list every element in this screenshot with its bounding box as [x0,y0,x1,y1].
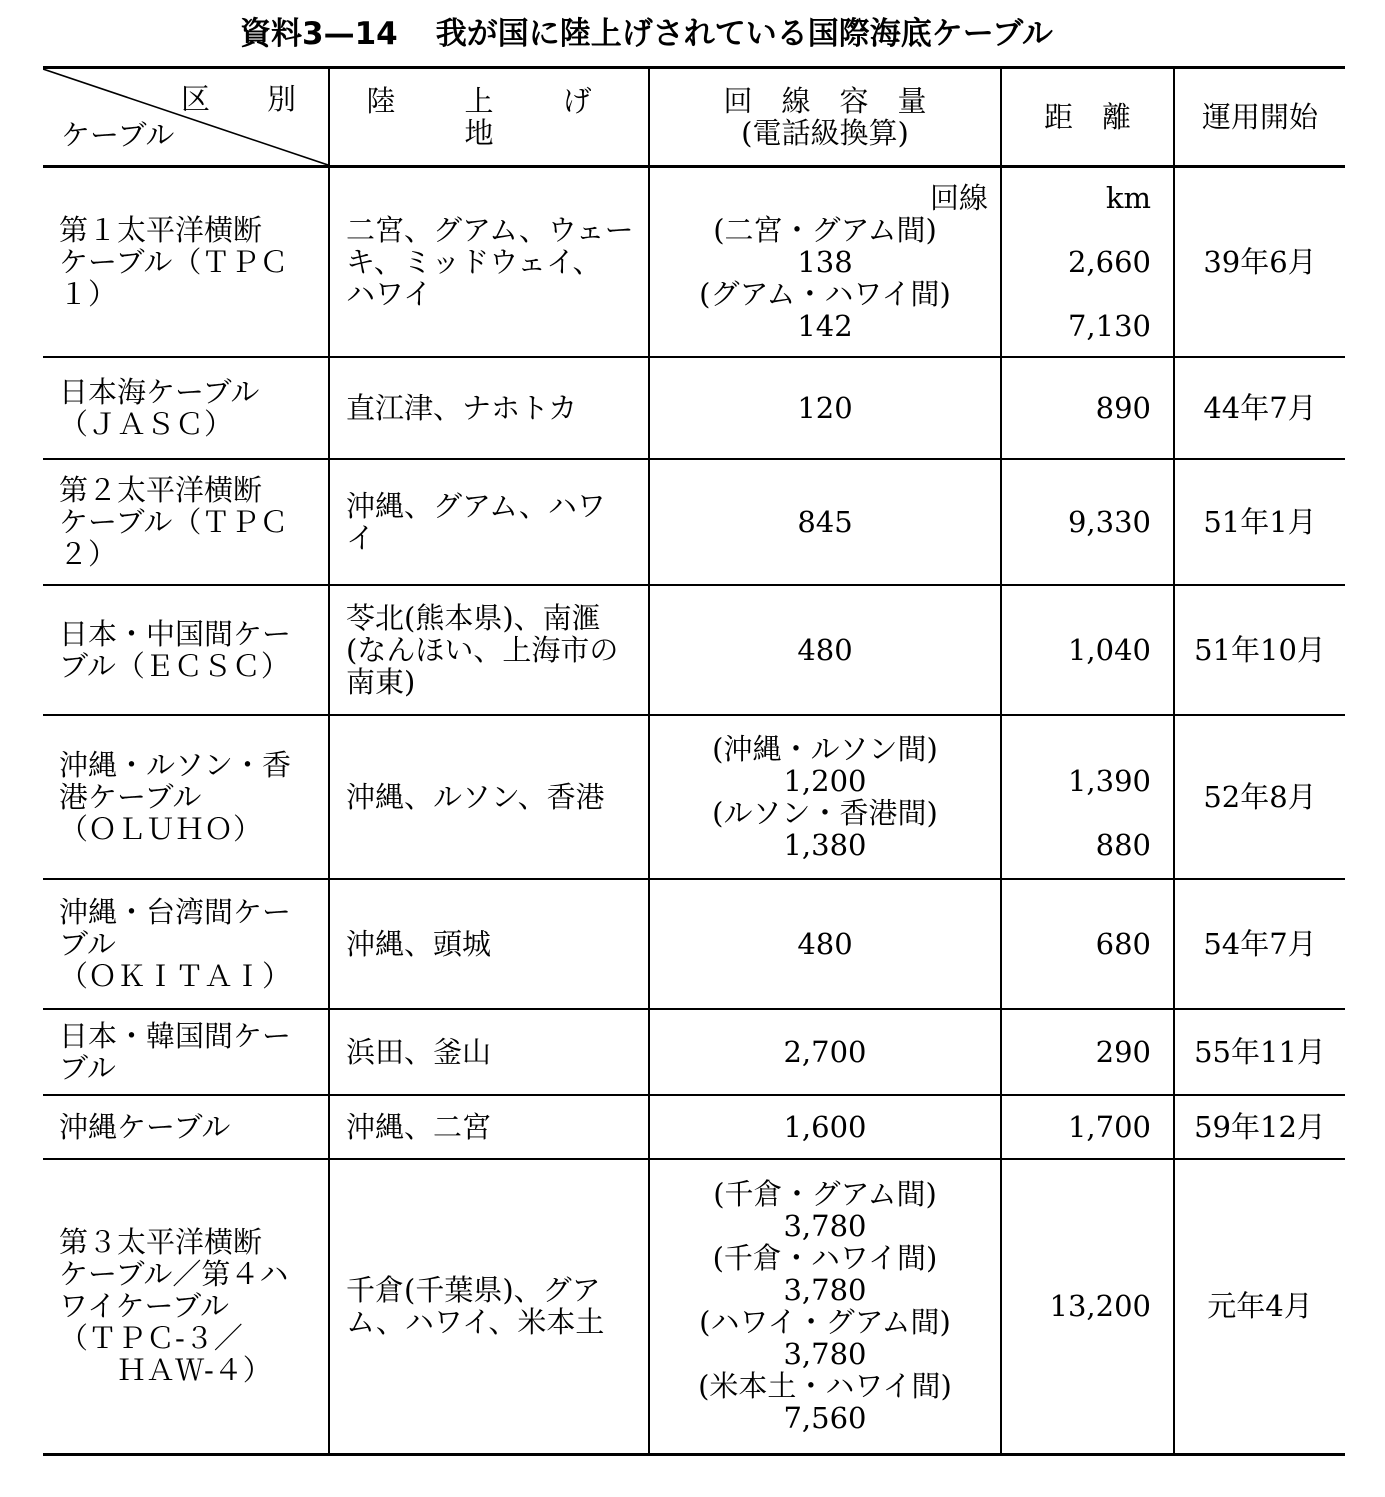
capacity-line: 2,700 [783,1034,867,1069]
table-row [43,459,1345,585]
capacity-cell [649,357,1001,459]
cable-name-cell [43,585,329,715]
capacity-unit: 回線 [929,180,988,215]
distance-line: 1,390 [1067,763,1151,798]
capacity-cell [649,1095,1001,1159]
cable-name-line: 沖縄ケーブル [59,1109,231,1144]
landing-cell [329,585,649,715]
distance-line: 13,200 [1049,1289,1151,1324]
capacity-cell [649,585,1001,715]
cable-name-line: １） [59,276,118,311]
cable-name-line: 第１太平洋横断 [59,212,263,247]
distance-line: 2,660 [1067,244,1151,279]
landing-cell [329,1159,649,1455]
capacity-line: (千倉・ハワイ間) [712,1241,938,1276]
distance-cell [1001,357,1174,459]
distance-cell [1001,1095,1174,1159]
capacity-line: (沖縄・ルソン間) [712,731,938,766]
cable-name-line: （ＯＬＵＨＯ） [59,811,263,846]
cable-name-line: 沖縄・ルソン・香 [59,747,292,782]
start-cell: 51年1月 [1174,459,1345,585]
landing-cell [329,1009,649,1095]
landing-cell [329,167,649,357]
header-diagonal-cell [43,68,329,167]
landing-line: ム、ハワイ、米本土 [346,1305,605,1340]
landing-cell [329,715,649,879]
capacity-line: 7,560 [783,1401,867,1436]
cable-name-line: 日本・韓国間ケー [59,1018,292,1053]
distance-unit: km [1105,180,1151,215]
capacity-line: 1,600 [783,1109,867,1144]
distance-cell [1001,715,1174,879]
capacity-line: 142 [797,308,853,343]
capacity-cell [649,879,1001,1009]
distance-cell [1001,585,1174,715]
table-row [43,879,1345,1009]
landing-cell [329,879,649,1009]
cable-name-cell [43,1009,329,1095]
header-start: 運用開始 [1174,68,1345,167]
header-capacity-line2: (電話級換算) [741,116,909,150]
distance-line [1002,797,1151,829]
capacity-line: (ハワイ・グアム間) [699,1305,951,1340]
cable-name-line: 第２太平洋横断 [59,472,263,507]
capacity-line: (二宮・グアム間) [713,212,937,247]
cable-name-line: ケーブル／第４ハ [59,1257,289,1292]
cable-name-cell [43,1159,329,1455]
header-capacity [649,68,1001,167]
landing-line: 苓北(熊本県)、南滙 [346,600,601,635]
start-cell: 44年7月 [1174,357,1345,459]
cable-name-line: ２） [59,536,118,571]
capacity-line: 3,780 [783,1273,867,1308]
distance-cell [1001,459,1174,585]
capacity-line: 1,380 [783,827,867,862]
cable-name-line: 日本・中国間ケー [59,616,292,651]
distance-line [1002,278,1151,310]
capacity-line: (千倉・グアム間) [713,1177,937,1212]
landing-line: 沖縄、ルソン、香港 [346,779,605,814]
capacity-line: (米本土・ハワイ間) [698,1369,952,1404]
landing-line: 南東) [346,664,416,699]
capacity-line: 120 [797,390,853,425]
header-row [43,68,1345,167]
capacity-line: 845 [797,504,853,539]
start-cell: 元年4月 [1174,1159,1345,1455]
capacity-line: 138 [797,244,853,279]
start-cell: 59年12月 [1174,1095,1345,1159]
header-landing: 陸 上 げ 地 [329,68,649,167]
capacity-line: 3,780 [783,1209,867,1244]
landing-line: 浜田、釜山 [346,1034,492,1069]
header-distance: 距 離 [1001,68,1174,167]
cable-name-line: （ＯＫＩＴＡＩ） [59,958,292,993]
capacity-line: 3,780 [783,1337,867,1372]
start-cell: 52年8月 [1174,715,1345,879]
landing-line: 千倉(千葉県)、グア [346,1273,601,1308]
title-label: 資料3—14 [240,16,398,52]
cable-name-line: 沖縄・台湾間ケー [59,894,292,929]
capacity-line: (ルソン・香港間) [712,795,938,830]
cable-name-line: ブル（ＥＣＳＣ） [59,648,290,683]
cable-name-cell [43,357,329,459]
cable-name-cell [43,715,329,879]
landing-line: キ、ミッドウェイ、 [346,244,602,279]
header-cable: ケーブル [61,118,175,152]
distance-line: 290 [1095,1034,1151,1069]
capacity-line: 480 [797,926,853,961]
cable-name-line: ケーブル（ＴＰＣ [59,504,289,539]
start-cell: 39年6月 [1174,167,1345,357]
distance-cell [1001,1009,1174,1095]
cable-name-line: ブル [59,1050,116,1085]
cable-name-line: ケーブル（ＴＰＣ [59,244,289,279]
cable-name-line: 日本海ケーブル [59,374,260,409]
distance-line: 890 [1095,390,1151,425]
distance-line: 1,700 [1067,1109,1151,1144]
distance-line [1002,733,1151,765]
cable-name-line: ワイケーブル [59,1289,229,1324]
cable-name-line: 港ケーブル [59,779,202,814]
start-cell: 54年7月 [1174,879,1345,1009]
page-title [240,14,1240,54]
landing-line: (なんほい、上海市の [346,632,619,667]
distance-line: 9,330 [1067,504,1151,539]
distance-cell [1001,1159,1174,1455]
distance-cell [1001,879,1174,1009]
cable-name-line: （ＴＰＣ-３／ [59,1321,243,1356]
distance-cell [1001,167,1174,357]
landing-line: 沖縄、二宮 [346,1109,492,1144]
landing-line: ハワイ [346,276,433,311]
cable-name-line: ＨＡＷ-４） [59,1353,272,1388]
table-row [43,715,1345,879]
capacity-cell [649,167,1001,357]
table-row [43,167,1345,357]
cable-table [43,66,1345,1456]
table-row [43,585,1345,715]
cable-name-cell [43,879,329,1009]
cable-name-line: ブル [59,926,116,961]
distance-line [1002,214,1151,246]
start-cell: 51年10月 [1174,585,1345,715]
capacity-cell [649,1159,1001,1455]
landing-cell [329,459,649,585]
landing-cell [329,1095,649,1159]
header-kubetsu: 区 別 [180,82,310,116]
cable-name-cell [43,459,329,585]
capacity-line: 1,200 [783,763,867,798]
title-text: 我が国に陸上げされている国際海底ケーブル [435,16,1053,52]
cable-name-line: 第３太平洋横断 [59,1225,263,1260]
landing-line: 沖縄、頭城 [346,926,492,961]
landing-cell [329,357,649,459]
landing-line: 沖縄、グアム、ハワ [346,488,606,523]
table-row [43,357,1345,459]
capacity-line: (グアム・ハワイ間) [699,276,951,311]
table-row [43,1159,1345,1455]
capacity-cell [649,1009,1001,1095]
table-row [43,1009,1345,1095]
landing-line: 二宮、グアム、ウェー [346,212,634,247]
landing-line: イ [346,520,376,555]
distance-line: 7,130 [1067,308,1151,343]
cable-name-cell [43,1095,329,1159]
cable-name-cell [43,167,329,357]
distance-line: 680 [1095,926,1151,961]
capacity-cell [649,715,1001,879]
distance-line: 880 [1095,827,1151,862]
capacity-line: 480 [797,632,853,667]
header-capacity-line1: 回 線 容 量 [723,84,927,118]
start-cell: 55年11月 [1174,1009,1345,1095]
distance-line: 1,040 [1067,632,1151,667]
cable-name-line: （ＪＡＳＣ） [59,406,234,441]
capacity-cell [649,459,1001,585]
table-row [43,1095,1345,1159]
landing-line: 直江津、ナホトカ [346,390,578,425]
